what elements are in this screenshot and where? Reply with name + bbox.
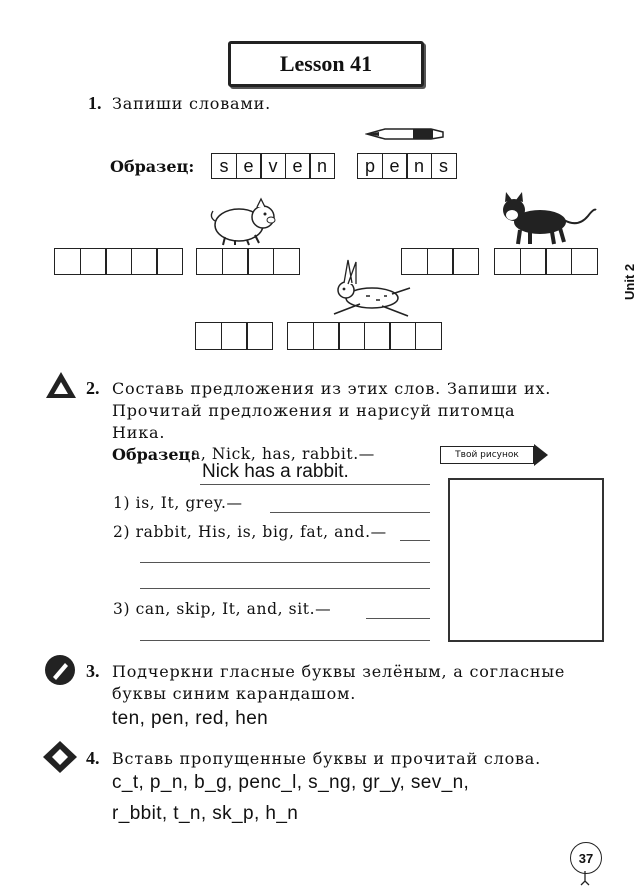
- ex3-number: 3.: [86, 661, 100, 681]
- pig-icon: [207, 195, 277, 247]
- ex3-instruction-line1: Подчеркни гласные буквы зелёным, а согласные: [112, 662, 566, 681]
- letter-box[interactable]: [520, 248, 547, 275]
- letter-box[interactable]: [221, 322, 248, 350]
- ex3-instruction-line2: буквы синим карандашом.: [112, 684, 357, 703]
- ex4-number: 4.: [86, 748, 100, 768]
- letter-box[interactable]: [195, 322, 222, 350]
- word-boxes-cat-2[interactable]: [494, 248, 598, 275]
- write-task-icon: [44, 370, 78, 400]
- ex4-words-line2: r_bbit, t_n, sk_p, h_n: [112, 803, 299, 824]
- letter-box[interactable]: [54, 248, 81, 275]
- read-task-icon: [42, 740, 78, 774]
- answer-line-3b[interactable]: [140, 640, 430, 641]
- letter-box: n: [309, 153, 335, 179]
- ex2-number: 2.: [86, 378, 100, 398]
- cat-icon: [500, 192, 598, 248]
- letter-box[interactable]: [338, 322, 365, 350]
- pen-icon: [365, 124, 447, 144]
- page-number: 37: [570, 842, 602, 874]
- letter-box[interactable]: [389, 322, 416, 350]
- ex4-words-line1: c_t, p_n, b_g, penc_l, s_ng, gr_y, sev_n,: [112, 772, 470, 793]
- lesson-title: Lesson 41: [228, 41, 424, 87]
- letter-box: s: [211, 153, 237, 179]
- letter-box[interactable]: [273, 248, 300, 275]
- ex3-words: ten, pen, red, hen: [112, 708, 269, 729]
- ex2-item2: 2) rabbit, His, is, big, fat, and.—: [113, 523, 387, 541]
- letter-box[interactable]: [313, 322, 340, 350]
- word-boxes-rabbit-2[interactable]: [287, 322, 442, 350]
- ex2-sample-answer: Nick has a rabbit.: [202, 461, 349, 482]
- letter-box: n: [406, 153, 432, 179]
- ex2-item3: 3) can, skip, It, and, sit.—: [113, 600, 332, 618]
- letter-box[interactable]: [246, 322, 273, 350]
- arrow-right-icon: [534, 444, 548, 466]
- letter-box[interactable]: [222, 248, 249, 275]
- answer-line: [200, 484, 430, 485]
- ex2-sample-words: a, Nick, has, rabbit.—: [191, 445, 375, 463]
- letter-box: v: [260, 153, 286, 179]
- pencil-task-icon: [44, 654, 76, 686]
- letter-box[interactable]: [196, 248, 223, 275]
- letter-box: e: [285, 153, 311, 179]
- letter-box[interactable]: [80, 248, 107, 275]
- ex1-number: 1.: [88, 93, 102, 113]
- ex1-instruction: Запиши словами.: [112, 94, 271, 113]
- side-unit-label: Unit 2: [622, 263, 637, 300]
- answer-line-3a[interactable]: [366, 618, 430, 619]
- ex2-instruction-line1: Составь предложения из этих слов. Запиши их.: [112, 379, 552, 398]
- letter-box: p: [357, 153, 383, 179]
- word-boxes-pig-2[interactable]: [196, 248, 300, 275]
- letter-box[interactable]: [571, 248, 598, 275]
- letter-box[interactable]: [364, 322, 391, 350]
- letter-box[interactable]: [287, 322, 314, 350]
- letter-box: s: [431, 153, 457, 179]
- word-boxes-rabbit-1[interactable]: [195, 322, 273, 350]
- answer-line-2a[interactable]: [400, 540, 430, 541]
- ex4-instruction: Вставь пропущенные буквы и прочитай слова.: [112, 749, 542, 768]
- drawing-area[interactable]: [448, 478, 604, 642]
- answer-line-2c[interactable]: [140, 588, 430, 589]
- letter-box: e: [382, 153, 408, 179]
- ex2-instruction-line3: Ника.: [112, 423, 166, 442]
- ex2-instruction-line2: Прочитай предложения и нарисуй питомца: [112, 401, 516, 420]
- letter-box[interactable]: [427, 248, 454, 275]
- letter-box[interactable]: [545, 248, 572, 275]
- answer-line-1[interactable]: [270, 512, 430, 513]
- sample-word-pens: [357, 153, 457, 179]
- letter-box[interactable]: [494, 248, 521, 275]
- rabbit-icon: [330, 258, 414, 320]
- word-boxes-pig-1[interactable]: [54, 248, 183, 275]
- page-tail-icon: [577, 871, 593, 887]
- letter-box[interactable]: [105, 248, 132, 275]
- letter-box[interactable]: [156, 248, 183, 275]
- ex1-sample-label: Образец:: [110, 157, 195, 176]
- letter-box: e: [236, 153, 262, 179]
- sample-word-seven: [211, 153, 335, 179]
- letter-box[interactable]: [131, 248, 158, 275]
- answer-line-2b[interactable]: [140, 562, 430, 563]
- ex2-item1: 1) is, It, grey.—: [113, 494, 243, 512]
- letter-box[interactable]: [247, 248, 274, 275]
- drawing-label: Твой рисунок: [440, 446, 534, 464]
- ex2-sample-label: Образец:: [112, 445, 197, 464]
- letter-box[interactable]: [415, 322, 442, 350]
- letter-box[interactable]: [452, 248, 479, 275]
